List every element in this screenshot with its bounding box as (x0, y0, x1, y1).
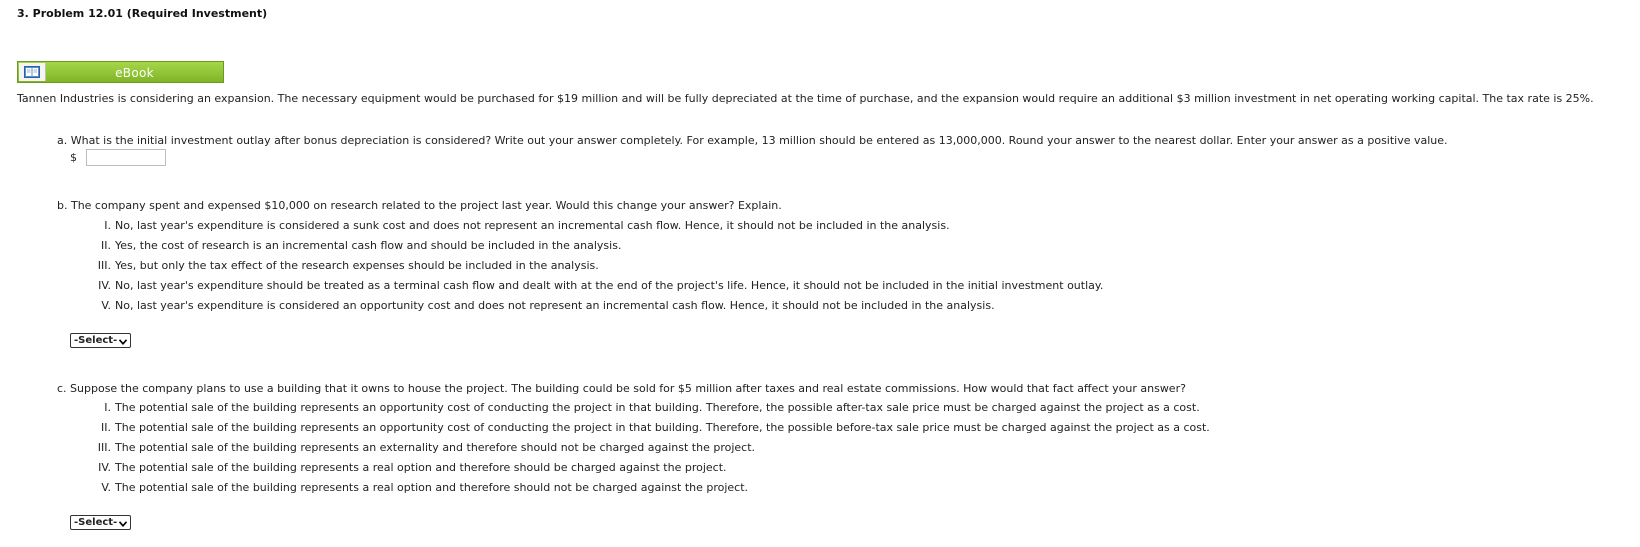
option-number: IV. (98, 279, 111, 292)
book-icon (19, 63, 46, 81)
part-b-option-4 (87, 279, 1103, 292)
part-c-option-3 (87, 441, 755, 454)
part-c-select[interactable] (70, 515, 131, 530)
option-text: No, last year's expenditure is considered an opportunity cost and does not represent an incremental cash flow. Hence, it should not be included in the analysis. (115, 299, 995, 312)
select-value: -Select- (74, 517, 118, 528)
problem-title: 3. Problem 12.01 (Required Investment) (17, 7, 268, 20)
part-a-question: a. What is the initial investment outlay after bonus depreciation is considered? Write out your answer completely. For example, 13 million should be entered as 13,000,000. Round your answer to the nearest dollar. Enter your answer as a positive value. (57, 134, 1448, 147)
ebook-label: eBook (115, 66, 154, 80)
option-text: Yes, but only the tax effect of the research expenses should be included in the analysis. (115, 259, 599, 272)
option-text: No, last year's expenditure should be treated as a terminal cash flow and dealt with at the end of the project's life. Hence, it should not be included in the initial investment outlay. (115, 279, 1104, 292)
option-text: The potential sale of the building represents an opportunity cost of conducting the project in that building. Therefore, the possible before-tax sale price must be charged against the project as a cost. (115, 421, 1210, 434)
part-b-option-2 (87, 239, 621, 252)
part-b-select[interactable] (70, 333, 131, 348)
option-number: V. (101, 299, 111, 312)
part-c-option-1 (87, 401, 1200, 414)
option-number: II. (101, 239, 111, 252)
problem-intro: Tannen Industries is considering an expansion. The necessary equipment would be purchased for $19 million and will be fully depreciated at the time of purchase, and the expansion would require an additional $3 million investment in net operating working capital. The tax rate is 25%. (17, 92, 1594, 105)
chevron-down-icon (119, 518, 127, 531)
chevron-down-icon (119, 336, 127, 349)
option-number: IV. (98, 461, 111, 474)
ebook-button[interactable] (17, 61, 224, 83)
option-number: V. (101, 481, 111, 494)
option-number: II. (101, 421, 111, 434)
option-text: Yes, the cost of research is an incremental cash flow and should be included in the analysis. (115, 239, 622, 252)
option-text: The potential sale of the building represents a real option and therefore should be charged against the project. (115, 461, 727, 474)
option-number: III. (97, 441, 111, 454)
part-b-option-5 (87, 299, 995, 312)
part-c-option-2 (87, 421, 1210, 434)
option-number: III. (97, 259, 111, 272)
part-c-option-4 (87, 461, 727, 474)
option-text: No, last year's expenditure is considered a sunk cost and does not represent an incremental cash flow. Hence, it should not be included in the analysis. (115, 219, 950, 232)
option-text: The potential sale of the building represents a real option and therefore should not be charged against the project. (115, 481, 749, 494)
part-c-option-5 (87, 481, 748, 494)
option-number: I. (104, 401, 111, 414)
currency-symbol: $ (70, 151, 77, 164)
part-c-question: c. Suppose the company plans to use a building that it owns to house the project. The building could be sold for $5 million after taxes and real estate commissions. How would that fact affect your answer? (57, 382, 1186, 395)
initial-outlay-input[interactable] (86, 149, 166, 166)
part-b-option-1 (87, 219, 950, 232)
option-number: I. (104, 219, 111, 232)
select-value: -Select- (74, 335, 118, 346)
option-text: The potential sale of the building represents an externality and therefore should not be charged against the project. (115, 441, 756, 454)
part-b-option-3 (87, 259, 599, 272)
option-text: The potential sale of the building represents an opportunity cost of conducting the project in that building. Therefore, the possible after-tax sale price must be charged against the project as a cost. (115, 401, 1200, 414)
part-b-question: b. The company spent and expensed $10,000 on research related to the project last year. Would this change your answer? Explain. (57, 199, 782, 212)
